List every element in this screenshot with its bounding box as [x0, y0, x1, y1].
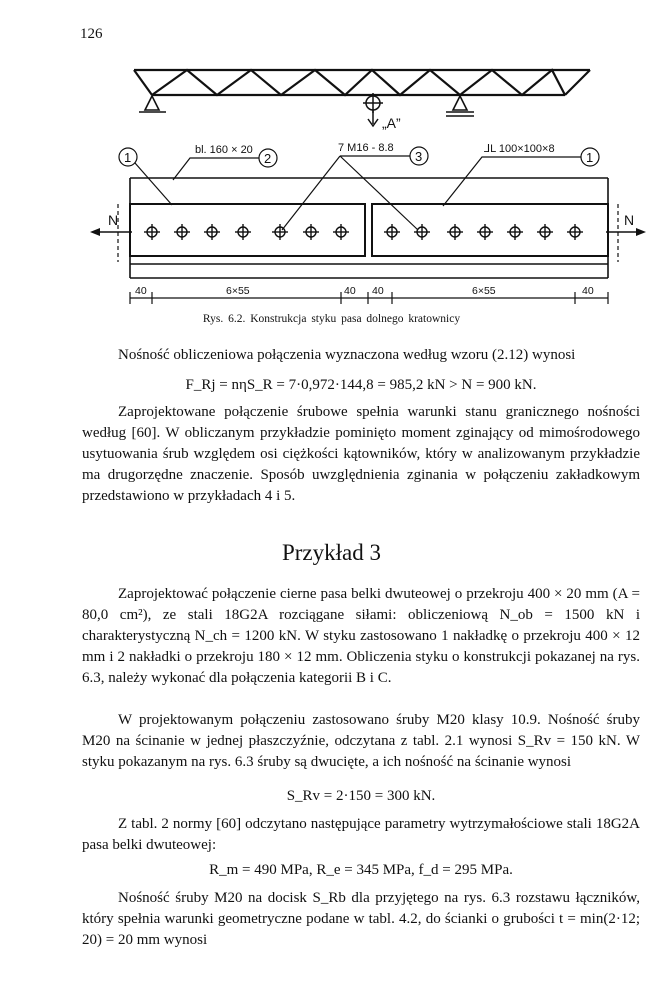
dimension-line: [130, 292, 608, 304]
splice-drawing: [96, 178, 640, 278]
equation-1: F_Rj = nηS_R = 7·0,972·144,8 = 985,2 kN > N = 900 kN.: [185, 377, 537, 393]
dim-40-a: 40: [135, 285, 147, 297]
force-label-left: N: [108, 212, 119, 228]
dim-40-b: 40: [344, 285, 356, 297]
truss-diagram: [134, 70, 590, 95]
dim-6x55-a: 6×55: [226, 285, 250, 297]
force-label-right: N: [624, 212, 635, 228]
page-number: 126: [80, 26, 103, 42]
callout-3: 3: [415, 149, 423, 164]
paragraph-6: Nośność śruby M20 na docisk S_Rb dla przyjętego na rys. 6.3 rozstawu łączników, który spełnia warunki geometryczne podane w tabl. 4.2, do ścianki o grubości t = min(2·12; 20) = 20 mm wynosi: [82, 890, 640, 948]
paragraph-2: Zaprojektowane połączenie śrubowe spełnia warunki stanu granicznego nośności według [60]. W obliczanym przykładzie pominięto moment zginający od mimośrodowego usytuowania śrub względem osi ciężkości kątowników, który w analizowanym przykładzie ma drugorzędne znaczenie. Sposób uwzględnienia zginania w połączeniu zakładkowym przedstawiono w przykładach 4 i 5.: [82, 404, 640, 504]
paragraph-1: Nośność obliczeniowa połączenia wyznaczona według wzoru (2.12) wynosi: [118, 347, 576, 363]
paragraph-4: W projektowanym połączeniu zastosowano śruby M20 klasy 10.9. Nośność śruby M20 na ścinanie w jednej płaszczyźnie, odczytana z tabl. 2.1 wynosi S_Rv = 150 kN. W styku pokazanym na rys. 6.3 śruby są dwucięte, a ich nośność na ścinanie wynosi: [82, 712, 640, 770]
bolt-icon: [507, 224, 523, 240]
bolt-icon: [477, 224, 493, 240]
callout-1-right: 1: [586, 150, 594, 165]
bolt-icon: [537, 224, 553, 240]
bolt-icon: [567, 224, 583, 240]
force-arrow-left-icon: [90, 228, 100, 236]
bolt-icon: [174, 224, 190, 240]
force-arrow-right-icon: [636, 228, 646, 236]
callout-2: 2: [264, 151, 272, 166]
bolt-icon: [235, 224, 251, 240]
right-support-icon: [446, 96, 474, 116]
left-support-icon: [139, 96, 166, 112]
node-a-marker: [363, 93, 383, 126]
figure-caption: Rys. 6.2. Konstrukcja styku pasa dolnego kratownicy: [202, 313, 461, 325]
bolt-icon: [303, 224, 319, 240]
equation-3: R_m = 490 MPa, R_e = 345 MPa, f_d = 295 MPa.: [209, 862, 513, 878]
truss-splice-figure: [0, 0, 663, 320]
callouts: [119, 147, 599, 230]
paragraph-3: Zaprojektować połączenie cierne pasa belki dwuteowej o przekroju 400 × 20 mm (A = 80,0 cm²), ze stali 18G2A rozciągane siłami: obliczeniową N_ob = 1500 kN i charakterystyczną N_ch = 1200 kN. W styku zastosowano 1 nakładkę o przekroju 400 × 12 mm i 2 nakładki o przekroju 180 × 12 mm. Obliczenia styku o konstrukcji pokazanej na rys. 6.3, należy wykonać dla połączenia kategorii B i C.: [82, 586, 640, 686]
bolt-icon: [144, 224, 160, 240]
bolt-icon: [384, 224, 400, 240]
node-a-label: „A”: [382, 115, 401, 131]
angle-spec-label: ⅃L 100×100×8: [484, 143, 555, 155]
bolt-row: [144, 224, 583, 240]
bolt-icon: [272, 224, 288, 240]
bolt-spec-label: 7 M16 - 8.8: [338, 142, 394, 154]
dim-40-c: 40: [372, 285, 384, 297]
bolt-icon: [333, 224, 349, 240]
dim-6x55-b: 6×55: [472, 285, 496, 297]
bolt-icon: [414, 224, 430, 240]
equation-2: S_Rv = 2·150 = 300 kN.: [286, 788, 436, 804]
paragraph-5: Z tabl. 2 normy [60] odczytano następujące parametry wytrzymałościowe stali 18G2A pasa belki dwuteowej:: [82, 816, 640, 853]
bolt-icon: [447, 224, 463, 240]
plate-label: bl. 160 × 20: [195, 144, 253, 156]
bolt-icon: [204, 224, 220, 240]
callout-1-left: 1: [124, 150, 132, 165]
dim-40-d: 40: [582, 285, 594, 297]
section-title: Przykład 3: [281, 540, 381, 565]
